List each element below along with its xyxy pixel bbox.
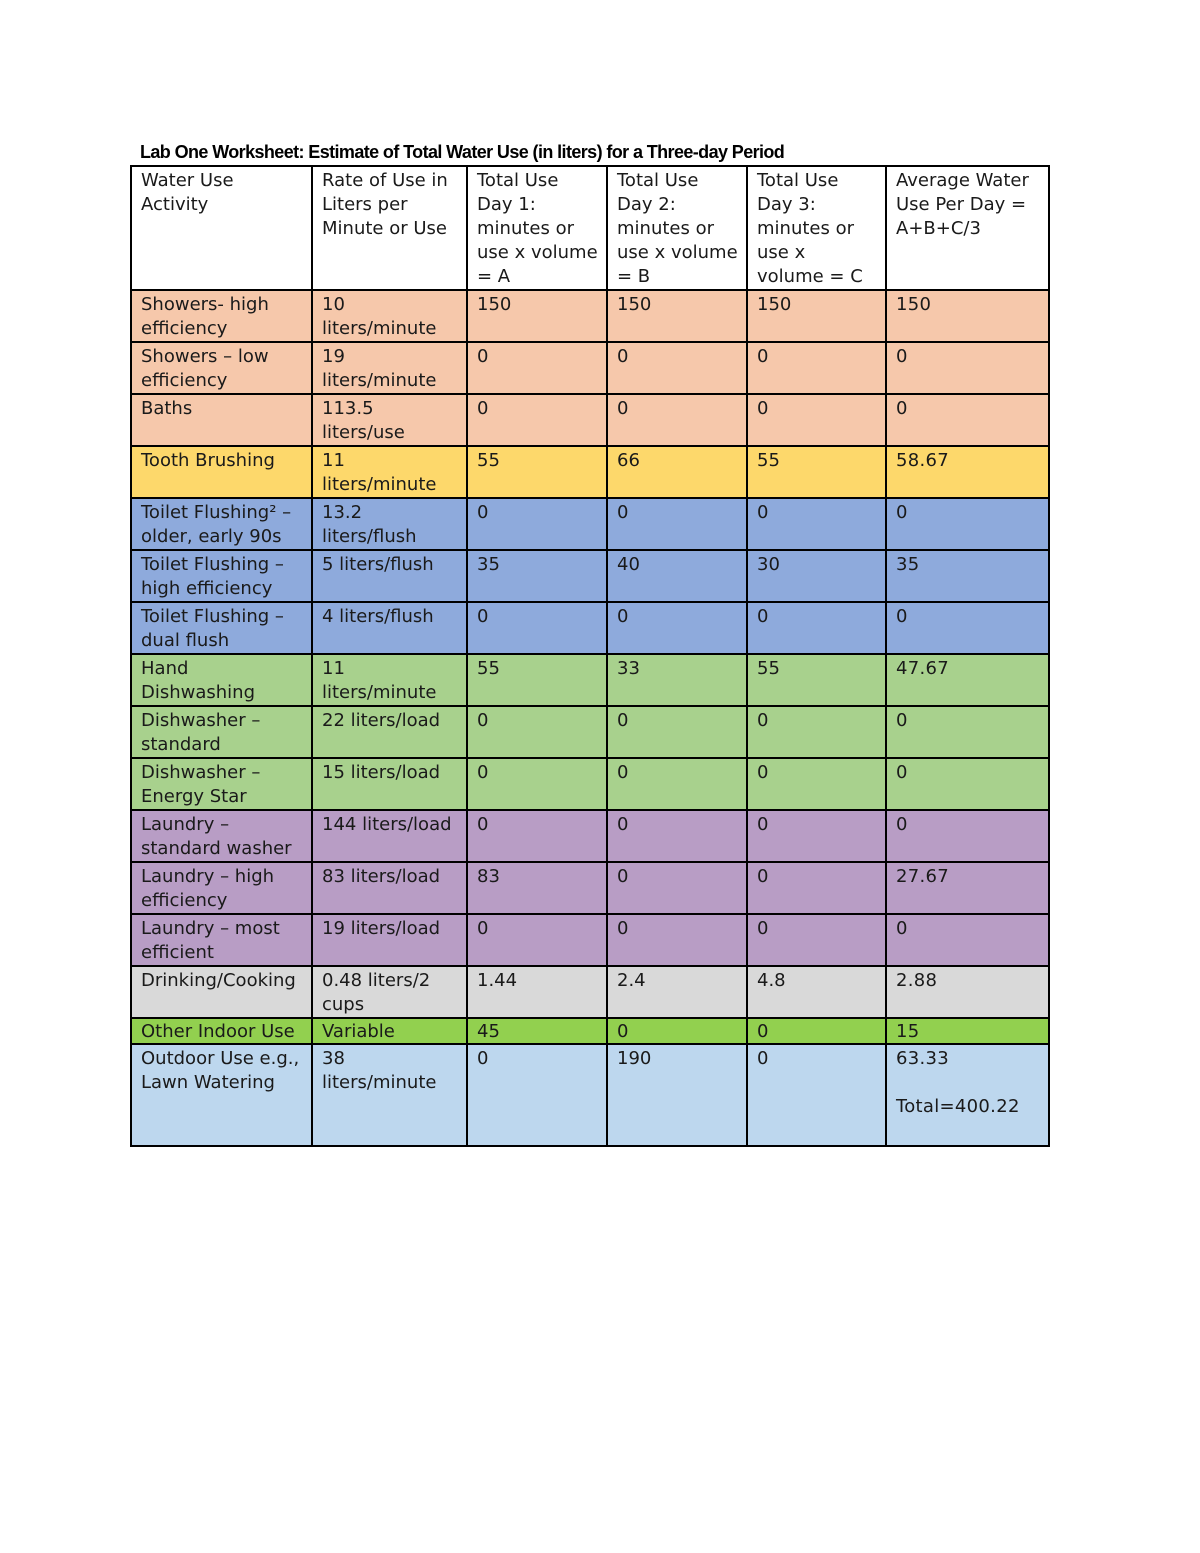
day2-cell: 0 <box>607 394 747 446</box>
day2-cell: 66 <box>607 446 747 498</box>
rate-cell: 11 liters/minute <box>312 654 467 706</box>
day3-cell: 0 <box>747 342 886 394</box>
average-cell: 0 <box>886 758 1049 810</box>
table-row <box>131 394 1049 446</box>
day3-cell: 150 <box>747 290 886 342</box>
water-use-table <box>130 165 1050 1147</box>
day3-cell: 0 <box>747 914 886 966</box>
activity-cell: Baths <box>131 394 312 446</box>
activity-cell: Toilet Flushing² – older, early 90s <box>131 498 312 550</box>
rate-cell: 15 liters/load <box>312 758 467 810</box>
day2-cell: 2.4 <box>607 966 747 1018</box>
day3-cell: 0 <box>747 498 886 550</box>
activity-cell: Toilet Flushing – dual flush <box>131 602 312 654</box>
rate-cell: Variable <box>312 1018 467 1044</box>
day2-cell: 33 <box>607 654 747 706</box>
day3-cell: 0 <box>747 1018 886 1044</box>
day3-cell: 55 <box>747 654 886 706</box>
rate-cell: 38 liters/minute <box>312 1044 467 1146</box>
average-cell <box>886 1044 1049 1146</box>
day2-cell: 0 <box>607 810 747 862</box>
header-rate: Rate of Use in Liters per Minute or Use <box>312 166 467 290</box>
table-row <box>131 602 1049 654</box>
header-day2: Total Use Day 2: minutes or use x volume = B <box>607 166 747 290</box>
average-cell: 0 <box>886 706 1049 758</box>
activity-cell: Laundry – standard washer <box>131 810 312 862</box>
day3-cell: 0 <box>747 602 886 654</box>
activity-cell: Drinking/Cooking <box>131 966 312 1018</box>
day2-cell: 0 <box>607 758 747 810</box>
day1-cell: 0 <box>467 498 607 550</box>
day3-cell: 0 <box>747 862 886 914</box>
day2-cell: 190 <box>607 1044 747 1146</box>
day3-cell: 0 <box>747 1044 886 1146</box>
day3-cell: 30 <box>747 550 886 602</box>
rate-cell: 144 liters/load <box>312 810 467 862</box>
table-row <box>131 1018 1049 1044</box>
header-day1: Total Use Day 1: minutes or use x volume = A <box>467 166 607 290</box>
average-cell: 58.67 <box>886 446 1049 498</box>
activity-cell: Showers – low efficiency <box>131 342 312 394</box>
rate-cell: 5 liters/flush <box>312 550 467 602</box>
rate-cell: 13.2 liters/flush <box>312 498 467 550</box>
rate-cell: 11 liters/minute <box>312 446 467 498</box>
day1-cell: 0 <box>467 706 607 758</box>
table-row <box>131 914 1049 966</box>
table-row <box>131 446 1049 498</box>
table-row <box>131 758 1049 810</box>
activity-cell: Hand Dishwashing <box>131 654 312 706</box>
day1-cell: 55 <box>467 446 607 498</box>
rate-cell: 4 liters/flush <box>312 602 467 654</box>
table-row <box>131 290 1049 342</box>
table-row <box>131 498 1049 550</box>
average-cell: 0 <box>886 602 1049 654</box>
activity-cell: Toilet Flushing – high efficiency <box>131 550 312 602</box>
day1-cell: 45 <box>467 1018 607 1044</box>
rate-cell: 22 liters/load <box>312 706 467 758</box>
day2-cell: 0 <box>607 914 747 966</box>
header-average: Average Water Use Per Day = A+B+C/3 <box>886 166 1049 290</box>
day3-cell: 4.8 <box>747 966 886 1018</box>
day1-cell: 83 <box>467 862 607 914</box>
rate-cell: 83 liters/load <box>312 862 467 914</box>
grand-total: Total=400.22 <box>896 1096 1020 1117</box>
day1-cell: 0 <box>467 914 607 966</box>
average-cell: 0 <box>886 914 1049 966</box>
worksheet-title: Lab One Worksheet: Estimate of Total Water Use (in liters) for a Three-day Period <box>140 142 785 162</box>
table-header-row <box>131 166 1049 290</box>
average-cell: 27.67 <box>886 862 1049 914</box>
day1-cell: 35 <box>467 550 607 602</box>
activity-cell: Tooth Brushing <box>131 446 312 498</box>
average-cell: 35 <box>886 550 1049 602</box>
day1-cell: 150 <box>467 290 607 342</box>
average-value: 63.33 <box>896 1048 950 1069</box>
day2-cell: 0 <box>607 862 747 914</box>
average-cell: 47.67 <box>886 654 1049 706</box>
day3-cell: 0 <box>747 810 886 862</box>
day1-cell: 55 <box>467 654 607 706</box>
table-row <box>131 342 1049 394</box>
day1-cell: 0 <box>467 602 607 654</box>
day1-cell: 0 <box>467 1044 607 1146</box>
average-cell: 2.88 <box>886 966 1049 1018</box>
rate-cell: 10 liters/minute <box>312 290 467 342</box>
activity-cell: Showers- high efficiency <box>131 290 312 342</box>
header-day3: Total Use Day 3: minutes or use x volume = C <box>747 166 886 290</box>
day3-cell: 0 <box>747 394 886 446</box>
rate-cell: 19 liters/load <box>312 914 467 966</box>
table-row <box>131 810 1049 862</box>
activity-cell: Outdoor Use e.g., Lawn Watering <box>131 1044 312 1146</box>
day3-cell: 0 <box>747 758 886 810</box>
day1-cell: 0 <box>467 758 607 810</box>
average-cell: 0 <box>886 498 1049 550</box>
table-row <box>131 706 1049 758</box>
activity-cell: Dishwasher – standard <box>131 706 312 758</box>
rate-cell: 113.5 liters/use <box>312 394 467 446</box>
day2-cell: 0 <box>607 342 747 394</box>
day1-cell: 1.44 <box>467 966 607 1018</box>
average-cell: 0 <box>886 810 1049 862</box>
table-row <box>131 966 1049 1018</box>
rate-cell: 0.48 liters/2 cups <box>312 966 467 1018</box>
table-row <box>131 550 1049 602</box>
average-cell: 150 <box>886 290 1049 342</box>
rate-cell: 19 liters/minute <box>312 342 467 394</box>
day2-cell: 0 <box>607 706 747 758</box>
day3-cell: 0 <box>747 706 886 758</box>
table-row <box>131 1044 1049 1146</box>
day2-cell: 40 <box>607 550 747 602</box>
day1-cell: 0 <box>467 394 607 446</box>
activity-cell: Dishwasher – Energy Star <box>131 758 312 810</box>
average-cell: 15 <box>886 1018 1049 1044</box>
header-activity: Water Use Activity <box>131 166 312 290</box>
activity-cell: Laundry – most efficient <box>131 914 312 966</box>
day2-cell: 0 <box>607 498 747 550</box>
table-row <box>131 862 1049 914</box>
day1-cell: 0 <box>467 810 607 862</box>
day3-cell: 55 <box>747 446 886 498</box>
day2-cell: 0 <box>607 602 747 654</box>
activity-cell: Laundry – high efficiency <box>131 862 312 914</box>
day1-cell: 0 <box>467 342 607 394</box>
day2-cell: 0 <box>607 1018 747 1044</box>
average-cell: 0 <box>886 394 1049 446</box>
activity-cell: Other Indoor Use <box>131 1018 312 1044</box>
table-row <box>131 654 1049 706</box>
average-cell: 0 <box>886 342 1049 394</box>
day2-cell: 150 <box>607 290 747 342</box>
